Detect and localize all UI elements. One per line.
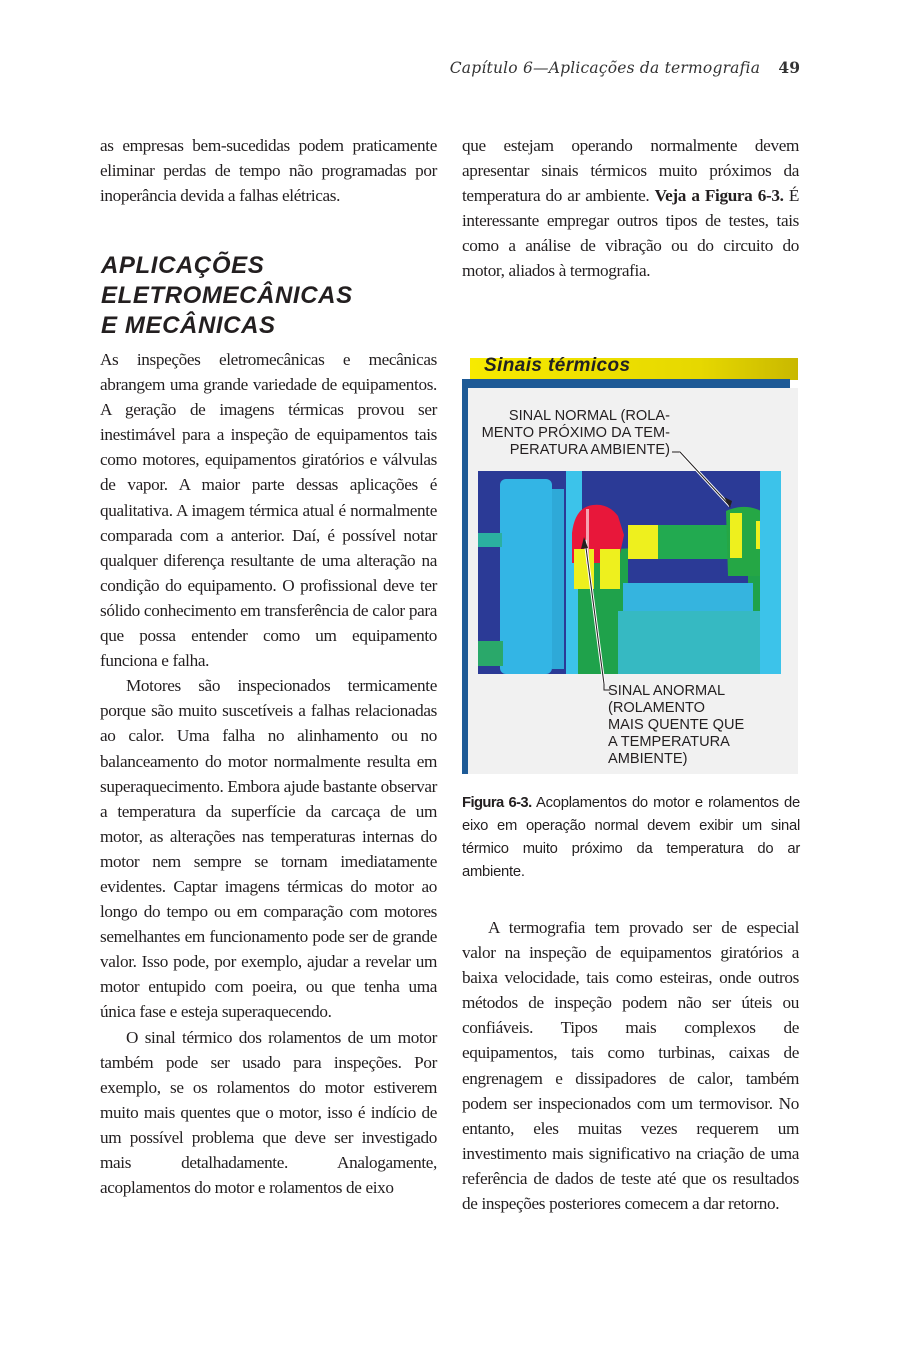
- normal-signal-label: [470, 408, 670, 459]
- normal-signal-line-1: SINAL NORMAL (ROLA-: [508, 408, 670, 424]
- intro-paragraph: as empresas bem-sucedidas podem praticamente eliminar perdas de tempo não programadas por inoperância devida a falhas elétricas.: [100, 136, 437, 206]
- left-floor: [478, 641, 503, 666]
- paragraph-normal-operation: [462, 133, 799, 284]
- abnormal-signal-line-5: AMBIENTE): [608, 751, 688, 767]
- running-head: [450, 58, 800, 78]
- left-column-intro: [100, 133, 437, 208]
- caption-label: Figura 6-3.: [462, 795, 532, 811]
- right-column-top: [462, 133, 799, 284]
- normal-signal-line-3: PERATURA AMBIENTE): [509, 442, 670, 458]
- chapter-title: Capítulo 6—Aplicações da termografia: [449, 59, 761, 77]
- paragraph-bearings: O sinal térmico dos rolamentos de um motor também pode ser usado para inspeções. Por exemplo, se os rolamentos do motor estiverem muito mais quentes que o motor, isso é indício de um possível problema que deve ser investigado mais detalhadamente. Analogamente, acoplamentos do motor e rolamentos de eixo: [100, 1027, 437, 1198]
- left-shaft: [478, 533, 502, 547]
- abnormal-signal-line-2: (ROLAMENTO: [608, 700, 706, 716]
- pulley-edge: [552, 489, 564, 669]
- abnormal-signal-line-1: SINAL ANORMAL: [608, 683, 726, 699]
- section-heading-line-1: APLICAÇÕES: [101, 252, 265, 279]
- paragraph-text-before-ref: que estejam operando normalmente devem apresentar sinais térmicos muito próximos da temperatura do ar ambiente.: [462, 136, 799, 206]
- right-column-bottom: [462, 915, 799, 1216]
- motor-lower: [618, 611, 768, 674]
- hot-bearing-split: [586, 509, 589, 564]
- figure-caption: [462, 792, 800, 884]
- paragraph-inspections: As inspeções eletromecânicas e mecânicas abrangem uma grande variedade de equipamentos. A geração de imagens térmicas provou ser inestimável para a inspeção de equipamentos tais como motores, equipamentos giratórios e válvulas de vapor. A maior parte dessas aplicações é qualitativa. A imagem térmica atual é normalmente comparada com a anterior. Daí, é possível notar qualquer diferença resultante de uma alteração na condição do equipamento. O profissional deve ter sólido conhecimento em transferência de calor para que possa entender como um equipamento funciona e falha.: [100, 350, 437, 671]
- normal-signal-line-2: MENTO PRÓXIMO DA TEM-: [481, 425, 670, 441]
- section-heading: [101, 251, 353, 341]
- caption-text: Acoplamentos do motor e rolamentos de eixo em operação normal devem exibir um sinal térmico muito próximo da temperatura do ar ambiente.: [462, 795, 800, 880]
- left-column-body: [100, 347, 437, 1200]
- abnormal-signal-label: [608, 683, 788, 768]
- paragraph-motors: Motores são inspecionados termicamente porque são muito suscetíveis a falhas relacionadas ao calor. Uma falha no alinhamento ou no balanceamento do motor normalmente resulta em superaquecimento. Embora ajude bastante observar a temperatura da superfície da carcaça de um motor, as alterações nas temperaturas internas do motor nem sempre se tornam imediatamente evidentes. Captar imagens térmicas do motor ao longo do tempo ou em comparação com motores semelhantes em funcionamento pode ser de grande valor. Isso pode, por exemplo, ajudar a revelar um motor entupido com poeira, ou que tenha uma única fase e esteja superaquecendo.: [100, 676, 437, 1022]
- hot-bearing-lower-2: [600, 549, 620, 589]
- figure-top-bar: [462, 379, 790, 388]
- hot-bearing-lower-1: [574, 549, 594, 589]
- pulley: [500, 479, 552, 674]
- motor-shadow: [623, 583, 753, 611]
- paragraph-text-after-ref: É interessante empregar outros tipos de testes, tais como a análise de vibração ou do circuito do motor, aliados à termografia.: [462, 186, 799, 281]
- shaft-warm: [628, 525, 658, 559]
- abnormal-signal-line-4: A TEMPERATURA: [608, 734, 730, 750]
- figure-reference: Veja a Figura 6-3.: [654, 186, 784, 206]
- right-edge: [760, 471, 781, 674]
- section-heading-line-3: E MECÂNICAS: [101, 312, 276, 339]
- abnormal-signal-line-3: MAIS QUENTE QUE: [608, 717, 745, 733]
- normal-bearing-warm: [730, 513, 742, 558]
- paragraph-thermography-value: A termografia tem provado ser de especial valor na inspeção de equipamentos giratórios a baixa velocidade, tais como esteiras, onde outros métodos de inspeção podem não ser úteis ou confiáveis. Tipos mais complexos de equipamentos, tais como turbinas, caixas de engrenagem e dissipadores de calor, também podem ser inspecionados com um termovisor. No entanto, eles muitas vezes requerem um investimento mais significativo na criação de uma referência de dados de teste até que os resultados de inspeções posteriores comecem a dar retorno.: [462, 918, 799, 1214]
- thermal-image: [478, 471, 781, 674]
- figure-left-bar: [462, 379, 468, 774]
- page-number: 49: [778, 58, 800, 77]
- figure-tab-label: Sinais térmicos: [484, 355, 631, 376]
- section-heading-line-2: ELETROMECÂNICAS: [101, 282, 353, 309]
